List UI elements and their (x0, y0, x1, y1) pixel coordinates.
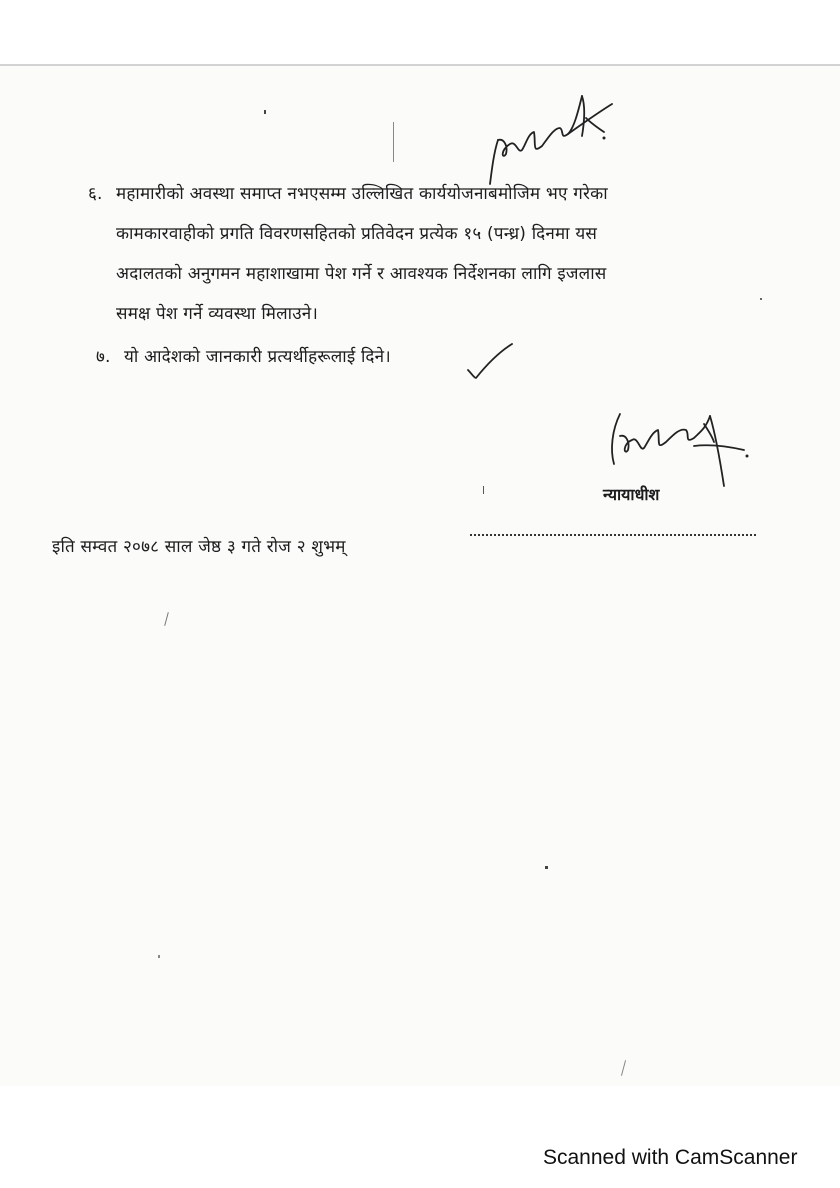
item-number: ६. (88, 184, 103, 204)
page-edge (0, 64, 840, 66)
scan-speck (393, 122, 394, 162)
scanner-watermark: Scanned with CamScanner (543, 1146, 798, 1169)
scan-speck (760, 298, 762, 300)
scan-speck (264, 110, 266, 114)
closing-line: इति सम्वत २०७८ साल जेष्ठ ३ गते रोज २ शुभम् (52, 537, 346, 557)
item-text-line: समक्ष पेश गर्ने व्यवस्था मिलाउने। (116, 304, 319, 324)
scan-speck (483, 486, 484, 494)
scan-speck (158, 955, 160, 958)
judge-signature (604, 406, 754, 488)
scan-top-margin (0, 0, 840, 66)
item-text-line: महामारीको अवस्था समाप्त नभएसम्म उल्लिखित कार्ययोजनाबमोजिम भए गरेका (116, 184, 608, 204)
check-mark (466, 340, 516, 382)
item-text-line: कामकारवाहीको प्रगति विवरणसहितको प्रतिवेदन प्रत्येक १५ (पन्ध्र) दिनमा यस (116, 224, 598, 244)
scan-bottom-margin (0, 1086, 840, 1188)
item-number: ७. (96, 347, 111, 367)
item-text-line: यो आदेशको जानकारी प्रत्यर्थीहरूलाई दिने। (124, 347, 391, 367)
top-signature (482, 88, 622, 188)
scan-speck (545, 866, 548, 869)
judge-title: न्यायाधीश (603, 485, 660, 504)
item-text-line: अदालतको अनुगमन महाशाखामा पेश गर्ने र आवश्यक निर्देशनका लागि इजलास (116, 264, 607, 284)
dotted-line (470, 532, 756, 536)
document-sheet (0, 64, 840, 1086)
